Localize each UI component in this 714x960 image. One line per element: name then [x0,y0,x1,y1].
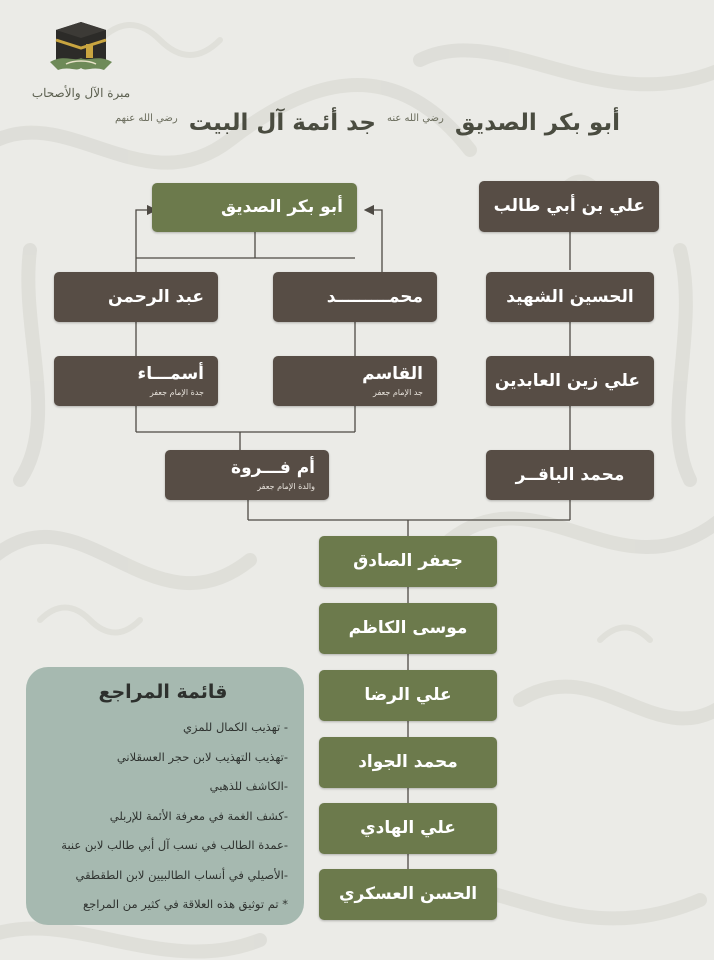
node-zayn-label: علي زين العابدين [494,370,640,391]
node-zayn [486,356,654,406]
title-honor2: رضي الله عنهم [114,113,178,125]
node-imam-label: علي الهادي [360,818,456,839]
node-qasim-label: القاسم [362,364,423,384]
node-imam-jawad [319,737,497,788]
node-muhammad-label: محمـــــــــد [326,286,423,307]
node-imam-rida [319,670,497,721]
node-ali [479,181,659,232]
node-ummfarwa [165,450,329,500]
node-asma-label: أسمـــاء [137,364,204,384]
node-asma [54,356,218,406]
node-abdulrahman-label: عبد الرحمن [107,286,204,307]
node-ali-label: علي بن أبي طالب [493,196,645,217]
reference-item: -الأصيلي في أنساب الطالبيين لابن الطقطقي [75,867,288,882]
references-title: قائمة المراجع [98,681,228,703]
title-part2: جد أئمة آل البيت [188,110,376,136]
node-muhammad [273,272,437,322]
node-baqir [486,450,654,500]
node-qasim [273,356,437,406]
reference-item: -عمدة الطالب في نسب آل أبي طالب لابن عنبة [61,838,288,852]
node-imam-label: موسى الكاظم [348,618,468,639]
node-abubakr-label: أبو بكر الصديق [220,197,343,218]
logo-text: مبرة الآل والأصحاب [31,86,131,100]
node-imam-label: علي الرضا [364,685,452,706]
node-husayn-label: الحسين الشهيد [506,286,634,307]
reference-item: - تهذيب الكمال للمزي [182,720,288,734]
reference-item: -الكاشف للذهبي [209,779,288,793]
node-imam-kazim [319,603,497,654]
kaaba-handshake-icon [46,18,116,78]
references-list [38,713,288,920]
logo [22,18,140,108]
node-abubakr [152,183,357,232]
references-panel [26,667,304,925]
node-imam-label: الحسن العسكري [338,884,478,905]
page-title [114,110,620,136]
node-imam-label: جعفر الصادق [353,551,463,572]
node-ummfarwa-note: والدة الإمام جعفر [257,482,315,492]
node-imam-label: محمد الجواد [358,752,458,773]
node-qasim-note: جد الإمام جعفر [373,388,423,398]
title-part1: أبو بكر الصديق [454,110,620,136]
node-asma-note: جدة الإمام جعفر [149,388,204,398]
node-baqir-label: محمد الباقــر [515,464,625,485]
node-imam-askari [319,869,497,920]
reference-item: -تهذيب التهذيب لابن حجر العسقلاني [116,749,288,764]
reference-item: * تم توثيق هذه العلاقة في كثير من المراجع [82,897,288,911]
node-imam-hadi [319,803,497,854]
title-honor1: رضي الله عنه [387,113,444,125]
node-imam-sadiq [319,536,497,587]
node-husayn [486,272,654,322]
reference-item: -كشف الغمة في معرفة الأئمة للإربلي [109,808,288,823]
node-ummfarwa-label: أم فـــروة [231,458,315,478]
node-abdulrahman [54,272,218,322]
